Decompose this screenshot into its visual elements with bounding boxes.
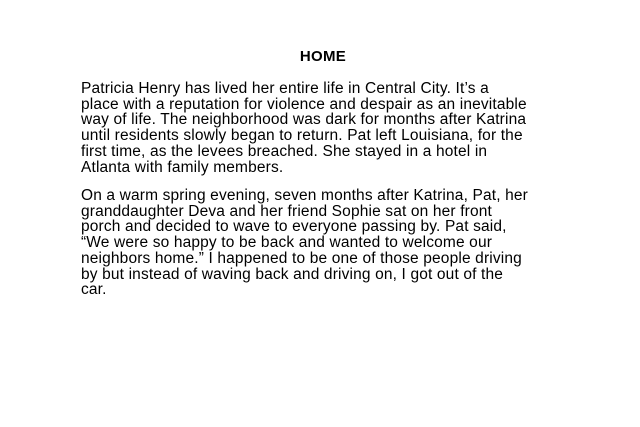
text-line: neighbors home.” I happened to be one of those people driving [81,249,522,267]
text-line: granddaughter Deva and her friend Sophie sat on her front [81,202,492,220]
text-line: porch and decided to wave to everyone passing by. Pat said, [81,218,507,236]
text-line: until residents slowly began to return. Pat left Louisiana, for the [81,127,523,145]
paragraph-1 [81,81,571,175]
paragraph-2 [81,188,571,298]
text-line: Patricia Henry has lived her entire life in Central City. It’s a [81,80,489,97]
text-line: On a warm spring evening, seven months after Katrina, Pat, her [81,187,528,204]
text-line: way of life. The neighborhood was dark for months after Katrina [81,111,527,129]
text-line: first time, as the levees breached. She stayed in a hotel in [81,142,488,160]
text-line: car. [81,281,107,299]
text-line: Atlanta with family members. [81,158,284,176]
text-line: by but instead of waving back and driving on, I got out of the [81,265,504,283]
document-title: HOME [299,48,347,65]
text-line: place with a reputation for violence and despair as an inevitable [81,95,527,113]
text-line: “We were so happy to be back and wanted to welcome our [81,234,493,252]
